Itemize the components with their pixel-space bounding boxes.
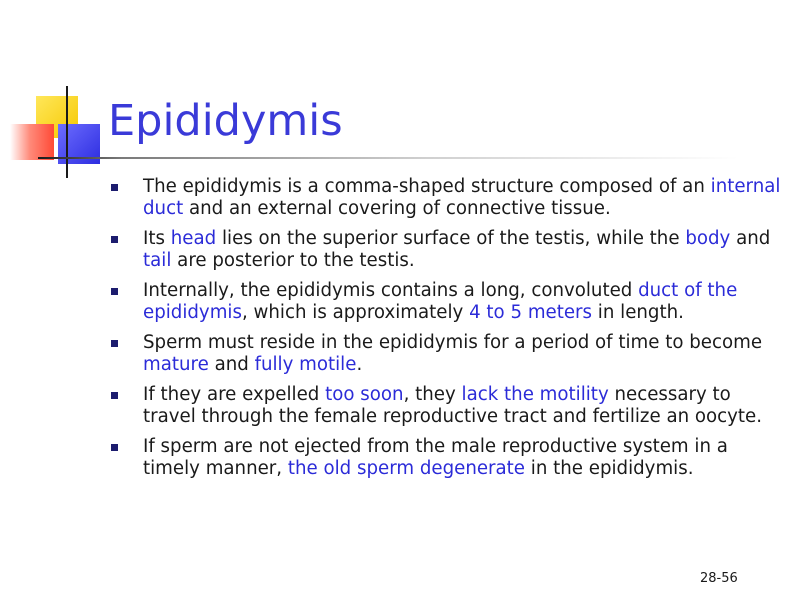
bullet-text: and (208, 354, 255, 375)
logo-vertical-line (66, 86, 68, 178)
bullet-square-icon (111, 288, 118, 295)
highlighted-term: head (170, 228, 217, 249)
bullet-item (108, 280, 788, 324)
bullet-item (108, 176, 788, 220)
bullet-item (108, 332, 788, 376)
bullet-text: . (356, 354, 363, 375)
bullet-item (108, 436, 788, 480)
slide-title: Epididymis (108, 96, 343, 146)
bullet-text: in the epididymis. (524, 458, 694, 479)
highlighted-term: duct of the epididymis (143, 280, 738, 323)
highlighted-term: the old sperm degenerate (287, 458, 525, 479)
bullet-text: If they are expelled (143, 384, 326, 405)
bullet-text: in length. (592, 302, 684, 323)
highlighted-term: lack the motility (461, 384, 609, 405)
bullet-text: , which is approximately (241, 302, 470, 323)
bullet-text: Sperm must reside in the epididymis for a period of time to become (143, 332, 763, 353)
bullet-text: and (730, 228, 771, 249)
bullet-text: Its (143, 228, 171, 249)
highlighted-term: internal duct (143, 176, 781, 219)
highlighted-term: fully motile (254, 354, 357, 375)
bullet-item (108, 384, 788, 428)
bullet-text: If sperm are not ejected from the male reproductive system in a timely manner, (143, 436, 728, 479)
bullet-item (108, 228, 788, 272)
highlighted-term: body (685, 228, 731, 249)
highlighted-term: tail (143, 250, 172, 271)
logo-red-square (10, 124, 54, 160)
bullet-square-icon (111, 340, 118, 347)
highlighted-term: too soon (325, 384, 404, 405)
bullet-square-icon (111, 392, 118, 399)
bullet-list (108, 176, 788, 488)
page-number: 28-56 (700, 571, 738, 586)
bullet-text: , they (403, 384, 462, 405)
bullet-text: are posterior to the testis. (171, 250, 415, 271)
bullet-text: necessary to travel through the female reproductive tract and fertilize an oocyte. (143, 384, 763, 427)
bullet-text: and an external covering of connective tissue. (183, 198, 611, 219)
bullet-square-icon (111, 444, 118, 451)
highlighted-term: 4 to 5 meters (469, 302, 593, 323)
bullet-text: lies on the superior surface of the testis, while the (216, 228, 686, 249)
highlighted-term: mature (143, 354, 209, 375)
bullet-square-icon (111, 184, 118, 191)
corner-logo (0, 0, 120, 190)
bullet-text: Internally, the epididymis contains a long, convoluted (143, 280, 639, 301)
title-underline (38, 157, 738, 159)
bullet-square-icon (111, 236, 118, 243)
bullet-text: The epididymis is a comma-shaped structure composed of an (143, 176, 711, 197)
